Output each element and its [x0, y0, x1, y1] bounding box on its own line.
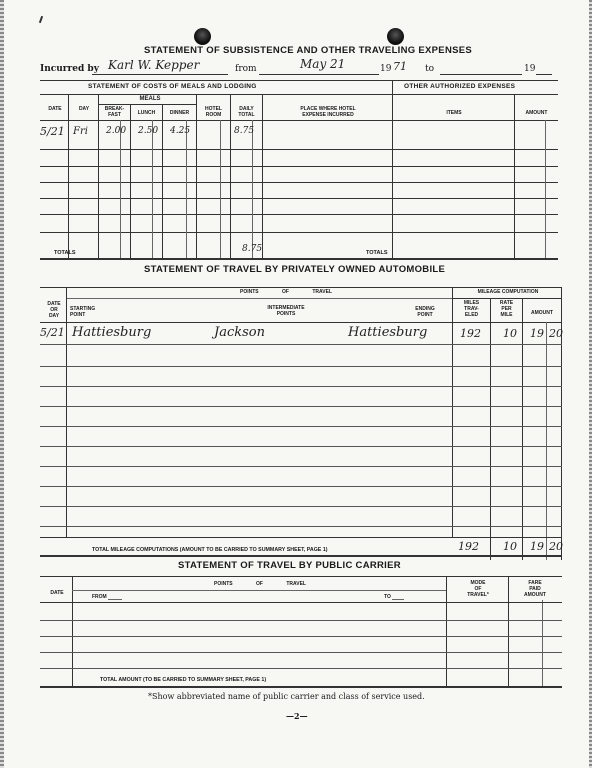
total-mileage-label: TOTAL MILEAGE COMPUTATIONS (AMOUNT TO BE CARRIED TO SUMMARY SHEET, PAGE 1) [92, 547, 328, 553]
public-total-label: TOTAL AMOUNT (TO BE CARRIED TO SUMMARY SHEET, PAGE 1) [100, 677, 267, 683]
mileage-computation-header: MILEAGE COMPUTATION [477, 289, 539, 295]
auto-rate: 10 [503, 327, 517, 340]
meal-breakfast: 2.00 [106, 126, 127, 136]
public-from-label: FROM [92, 594, 107, 600]
incurred-by-label: Incurred by [40, 64, 99, 74]
incurred-by-value: Karl W. Kepper [108, 58, 200, 72]
public-col-mode: MODE OF TRAVEL* [467, 580, 489, 598]
page-number: —2— [286, 711, 308, 721]
auto-col-date: DATE OR DAY [47, 301, 61, 319]
meal-day: Fri [73, 126, 88, 137]
meals-section-title: STATEMENT OF COSTS OF MEALS AND LODGING [88, 83, 257, 90]
col-place: PLACE WHERE HOTEL EXPENSE INCURRED [300, 106, 356, 118]
auto-ending-point: Hattiesburg [348, 325, 428, 340]
auto-points-of-travel: POINTS OF TRAVEL [240, 289, 332, 295]
subsistence-title: STATEMENT OF SUBSISTENCE AND OTHER TRAVELING EXPENSES [144, 45, 473, 56]
auto-col-rate: RATE PER MILE [499, 300, 514, 318]
col-date: DATE [48, 106, 62, 112]
meals-totals-value: 8.75 [242, 244, 263, 254]
public-carrier-title: STATEMENT OF TRAVEL BY PUBLIC CARRIER [178, 560, 401, 571]
meal-date: 5/21 [40, 125, 65, 138]
public-to-label: TO [384, 594, 391, 600]
other-totals-label: TOTALS [366, 250, 388, 256]
meal-daily-total: 8.75 [234, 126, 255, 136]
total-rate: 10 [503, 540, 517, 553]
public-col-date: DATE [50, 590, 64, 596]
col-day: DAY [78, 106, 90, 112]
total-amount-dollars: 19 [530, 540, 544, 553]
col-daily-total: DAILY TOTAL [238, 106, 255, 118]
total-miles: 192 [458, 540, 479, 553]
auto-col-miles: MILES TRAV- ELED [463, 300, 480, 318]
auto-col-intermediate: INTERMEDIATE POINTS [267, 305, 305, 317]
punch-hole [194, 28, 211, 45]
public-points-of-travel: POINTS OF TRAVEL [214, 581, 306, 587]
col-amount: AMOUNT [525, 110, 548, 116]
auto-amount-cents: 20 [549, 327, 563, 340]
from-date-value: May 21 [300, 57, 346, 71]
auto-col-ending: ENDING POINT [415, 306, 435, 318]
public-col-fare: FARE PAID AMOUNT [524, 580, 546, 598]
meal-lunch: 2.50 [138, 126, 159, 136]
stray-pen-mark [39, 16, 43, 23]
other-expenses-title: OTHER AUTHORIZED EXPENSES [404, 83, 516, 90]
total-amount-cents: 20 [549, 540, 563, 553]
auto-starting-point: Hattiesburg [72, 325, 152, 340]
footnote: *Show abbreviated name of public carrier and class of service used. [148, 692, 425, 701]
col-items: ITEMS [446, 110, 462, 116]
col-dinner: DINNER [169, 110, 190, 116]
year-value: 71 [393, 60, 407, 73]
auto-amount-dollars: 19 [530, 327, 544, 340]
col-lunch: LUNCH [137, 110, 156, 116]
auto-date: 5/21 [40, 326, 65, 339]
from-label: from [235, 64, 257, 74]
auto-miles: 192 [460, 327, 481, 340]
year-prefix: 19 [380, 64, 392, 74]
auto-col-amount: AMOUNT [531, 310, 553, 316]
scan-edge-left [0, 0, 4, 768]
punch-hole [387, 28, 404, 45]
col-breakfast: BREAK- FAST [104, 106, 125, 118]
year-prefix-2: 19 [524, 64, 536, 74]
col-hotel-room: HOTEL ROOM [205, 106, 222, 118]
col-meals: MEALS [139, 96, 161, 102]
meal-dinner: 4.25 [170, 126, 191, 136]
auto-section-title: STATEMENT OF TRAVEL BY PRIVATELY OWNED AUTOMOBILE [144, 264, 446, 275]
auto-col-starting: STARTING POINT [70, 306, 96, 318]
auto-intermediate-point: Jackson [214, 325, 265, 340]
to-label: to [425, 64, 435, 74]
meals-totals-label: TOTALS [54, 250, 76, 256]
